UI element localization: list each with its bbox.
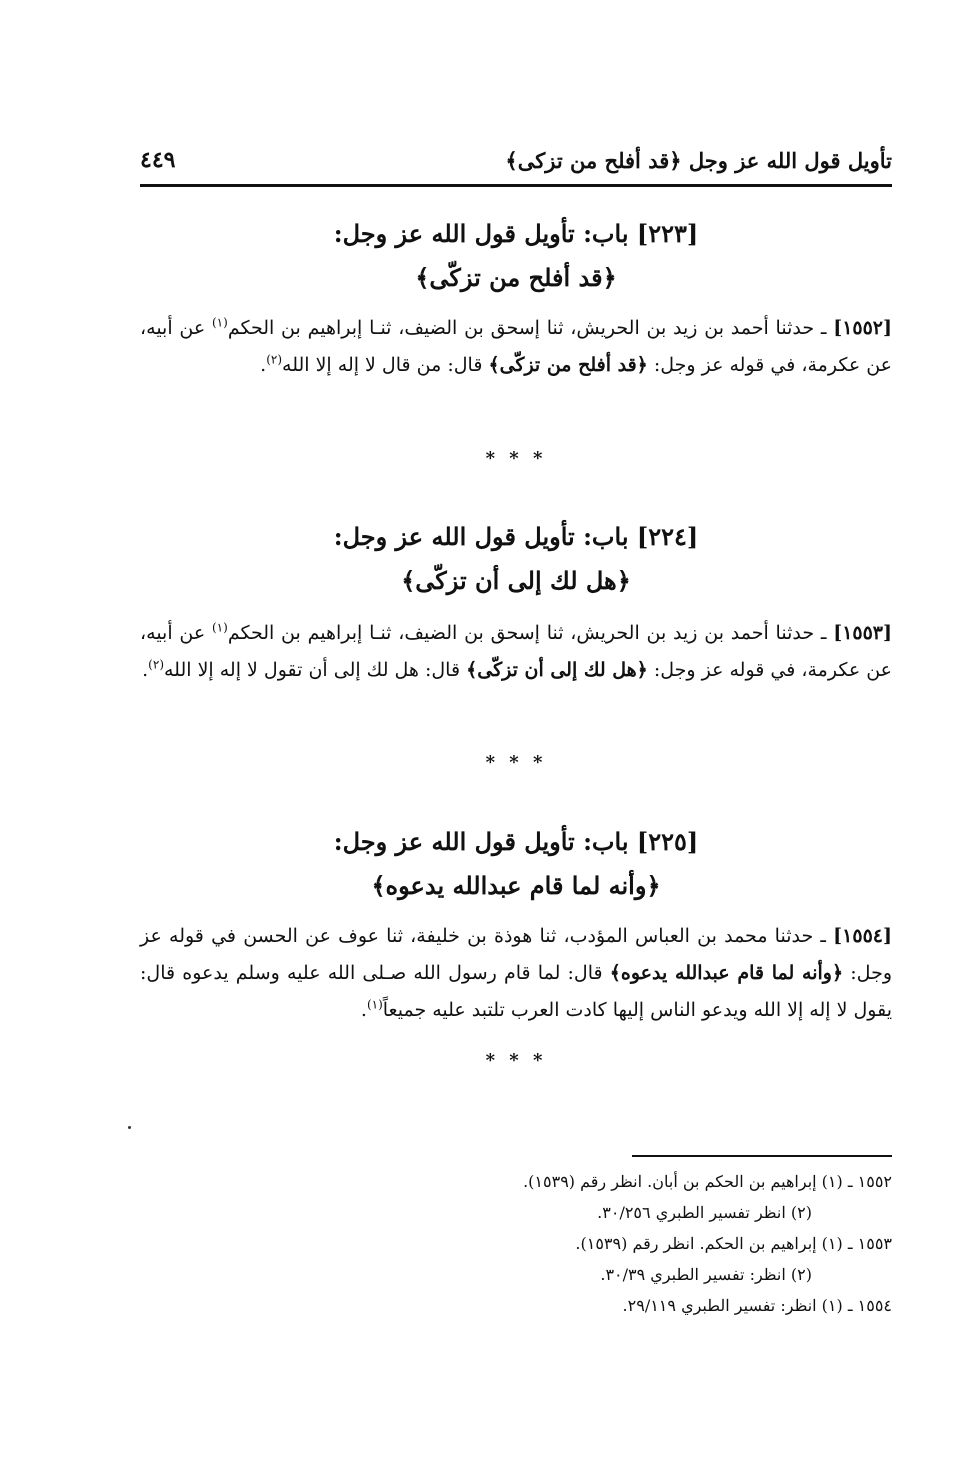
hadith-1552 bbox=[140, 310, 892, 384]
chapter-heading bbox=[140, 212, 892, 300]
footnote-item: (٢) انظر تفسير الطبري ٣٠/٢٥٦. bbox=[597, 1203, 812, 1222]
hadith-text-part: ـ حدثنا أحمد بن زيد بن الحريش، ثنا إسحق بن الضيف، ثنـا إبراهيم بن الحكم bbox=[227, 317, 834, 339]
footnote-ref: (١) bbox=[366, 997, 383, 1012]
hadith-text-part: عن أبيه، عن عكرمة، في قوله عز وجل: bbox=[140, 317, 892, 376]
hadith-1553 bbox=[140, 615, 892, 689]
hadith-text bbox=[140, 310, 892, 384]
chapter-verse: ﴿هل لك إلى أن تزكّى﴾ bbox=[401, 566, 631, 595]
chapter-title: [٢٢٤] باب: تأويل قول الله عز وجل: bbox=[333, 522, 699, 551]
header-rule bbox=[140, 184, 892, 187]
hadith-1554 bbox=[140, 918, 892, 1029]
hadith-text-part: ـ حدثنا محمد بن العباس المؤدب، ثنا هوذة بن خليفة، ثنا عوف عن الحسن في قوله عز وجل: bbox=[140, 925, 892, 984]
hadith-text-end: . bbox=[360, 999, 367, 1021]
section-224 bbox=[140, 515, 892, 603]
chapter-verse: ﴿قد أفلح من تزكّى﴾ bbox=[415, 263, 617, 292]
footnotes bbox=[140, 1166, 892, 1321]
hadith-text bbox=[140, 918, 892, 1029]
section-223 bbox=[140, 212, 892, 300]
header-title: تأويل قول الله عز وجل ﴿قد أفلح من تزكى﴾ bbox=[505, 147, 892, 173]
hadith-number: [١٥٥٣] bbox=[833, 622, 893, 644]
page-number: ٤٤٩ bbox=[140, 147, 176, 173]
footnote-ref: (٢) bbox=[266, 352, 283, 367]
hadith-text-part: عن أبيه، عن عكرمة، في قوله عز وجل: bbox=[140, 622, 892, 681]
quran-verse: ﴿قد أفلح من تزكّى﴾ bbox=[488, 354, 648, 376]
footnote-item: ١٥٥٢ ـ (١) إبراهيم بن الحكم بن أبان. انظر رقم (١٥٣٩). bbox=[523, 1172, 892, 1191]
footnote-ref: (١) bbox=[211, 620, 228, 635]
footnote-rule bbox=[632, 1155, 892, 1157]
quran-verse: ﴿هل لك إلى أن تزكّى﴾ bbox=[466, 659, 648, 681]
footnote-item: ١٥٥٤ ـ (١) انظر: تفسير الطبري ٢٩/١١٩. bbox=[622, 1296, 892, 1315]
section-divider: * * * bbox=[485, 448, 547, 469]
hadith-number: [١٥٥٤] bbox=[833, 925, 892, 947]
chapter-title: [٢٢٥] باب: تأويل قول الله عز وجل: bbox=[333, 827, 699, 856]
footnote-item: (٢) انظر: تفسير الطبري ٣٠/٣٩. bbox=[600, 1265, 812, 1284]
hadith-text-part: قال: هل لك إلى أن تقول لا إله إلا الله bbox=[164, 659, 467, 681]
chapter-heading bbox=[140, 820, 892, 908]
hadith-text-part: قال: لما قام رسول الله صـلى الله عليه وسلم يدعوه قال: يقول لا إله إلا الله ويدعو الناس إليها كادت العرب تلتبد عليه جميعاً bbox=[140, 962, 892, 1021]
hadith-text bbox=[140, 615, 892, 689]
footnote-item: ١٥٥٣ ـ (١) إبراهيم بن الحكم. انظر رقم (١٥٣٩). bbox=[575, 1234, 892, 1253]
stray-mark bbox=[128, 1126, 131, 1129]
chapter-heading bbox=[140, 515, 892, 603]
chapter-title: [٢٢٣] باب: تأويل قول الله عز وجل: bbox=[333, 219, 699, 248]
section-225 bbox=[140, 820, 892, 908]
hadith-text-end: . bbox=[142, 659, 149, 681]
footnote-ref: (١) bbox=[211, 315, 228, 330]
hadith-text-part: قال: من قال لا إله إلا الله bbox=[282, 354, 489, 376]
hadith-text-part: ـ حدثنا أحمد بن زيد بن الحريش، ثنا إسحق بن الضيف، ثنـا إبراهيم بن الحكم bbox=[227, 622, 834, 644]
running-header bbox=[140, 140, 892, 180]
section-divider: * * * bbox=[485, 752, 547, 773]
hadith-number: [١٥٥٢] bbox=[833, 317, 893, 339]
quran-verse: ﴿وأنه لما قام عبدالله يدعوه﴾ bbox=[609, 962, 844, 984]
chapter-verse: ﴿وأنه لما قام عبدالله يدعوه﴾ bbox=[371, 871, 661, 900]
hadith-text-end: . bbox=[260, 354, 267, 376]
footnote-ref: (٢) bbox=[148, 657, 164, 672]
section-divider: * * * bbox=[485, 1050, 547, 1071]
